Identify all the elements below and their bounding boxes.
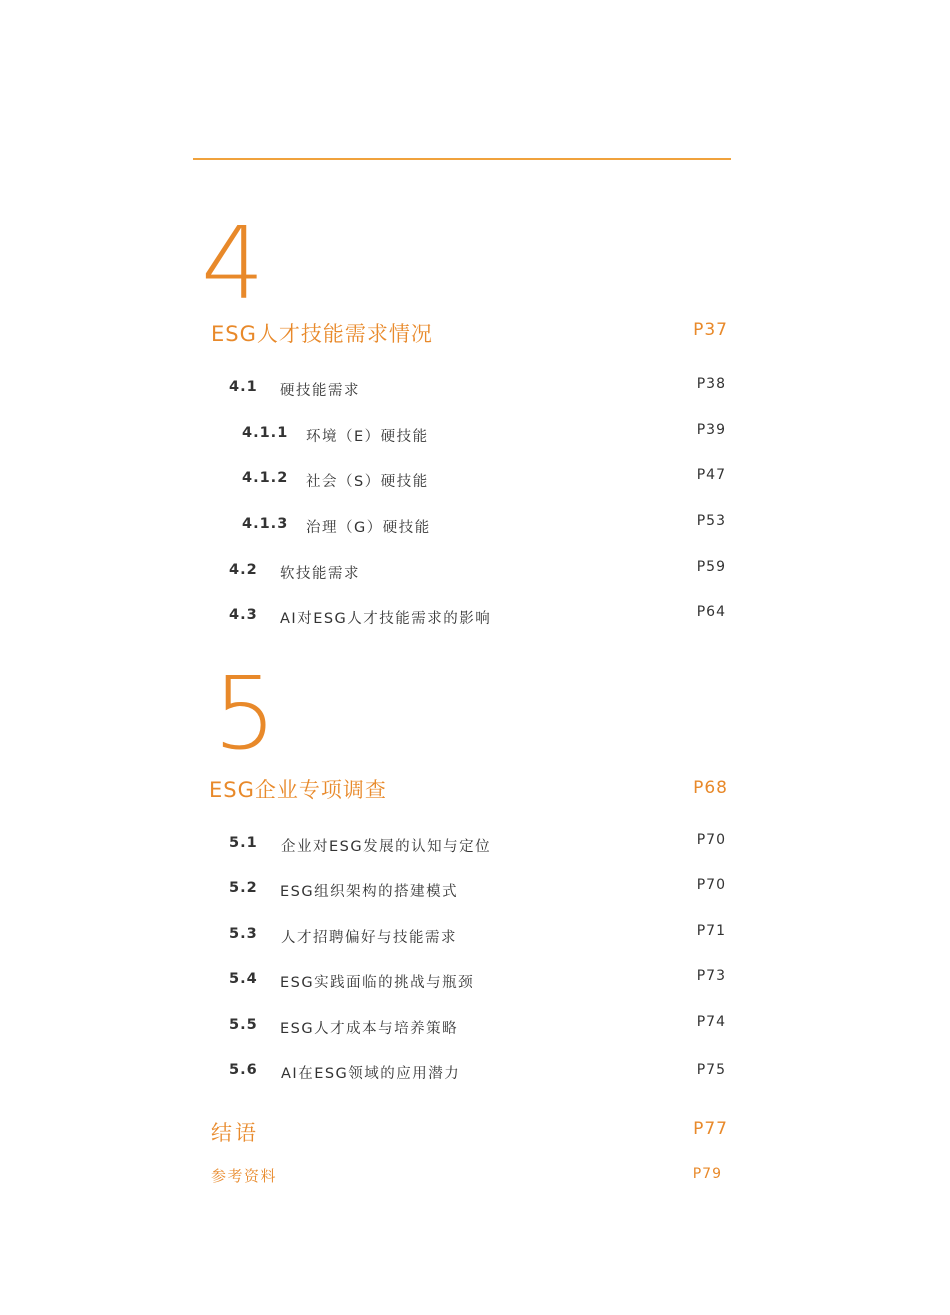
toc-row[interactable] bbox=[0, 513, 950, 540]
chapter-5-page: P68 bbox=[693, 778, 728, 798]
references-title[interactable]: 参考资料 bbox=[211, 1167, 278, 1185]
conclusion-page: P77 bbox=[693, 1119, 728, 1139]
toc-row-number: 5.5 bbox=[229, 1017, 258, 1033]
toc-row-title: 人才招聘偏好与技能需求 bbox=[281, 930, 457, 946]
chapter-5-number: 5 bbox=[213, 655, 277, 772]
toc-row-number: 5.1 bbox=[229, 835, 258, 851]
toc-row-number: 4.2 bbox=[229, 562, 258, 578]
toc-row-page: P71 bbox=[696, 923, 726, 939]
toc-row[interactable] bbox=[0, 422, 950, 449]
toc-row-title: AI对ESG人才技能需求的影响 bbox=[280, 611, 492, 627]
toc-row-page: P75 bbox=[696, 1062, 726, 1078]
conclusion-title[interactable]: 结语 bbox=[211, 1121, 259, 1145]
toc-row-number: 5.3 bbox=[229, 926, 258, 942]
toc-row-number: 4.1.2 bbox=[242, 470, 289, 486]
toc-row-title: 社会（S）硬技能 bbox=[306, 474, 429, 490]
toc-row-page: P70 bbox=[696, 832, 726, 848]
toc-row-title: 环境（E）硬技能 bbox=[306, 429, 429, 445]
toc-row[interactable] bbox=[0, 877, 950, 904]
toc-row-number: 4.1.3 bbox=[242, 516, 289, 532]
references-page: P79 bbox=[692, 1166, 722, 1182]
toc-row-page: P70 bbox=[696, 877, 726, 893]
toc-row-title: 硬技能需求 bbox=[280, 383, 360, 399]
toc-row-page: P74 bbox=[696, 1014, 726, 1030]
toc-row-page: P64 bbox=[696, 604, 726, 620]
toc-row-title: 企业对ESG发展的认知与定位 bbox=[281, 839, 492, 855]
toc-row-number: 4.1 bbox=[229, 379, 258, 395]
chapter-4-number: 4 bbox=[201, 205, 265, 322]
toc-row-title: AI在ESG领域的应用潜力 bbox=[281, 1066, 461, 1082]
toc-row-title: ESG组织架构的搭建模式 bbox=[280, 884, 459, 900]
top-divider-rule bbox=[193, 158, 731, 160]
toc-row-page: P53 bbox=[696, 513, 726, 529]
toc-row-number: 5.6 bbox=[229, 1062, 258, 1078]
toc-row-page: P39 bbox=[696, 422, 726, 438]
toc-row-title: 治理（G）硬技能 bbox=[306, 520, 431, 536]
toc-row[interactable] bbox=[0, 968, 950, 995]
toc-row[interactable] bbox=[0, 376, 950, 403]
chapter-4-title[interactable]: ESG人才技能需求情况 bbox=[211, 322, 433, 346]
toc-row-number: 4.3 bbox=[229, 607, 258, 623]
toc-row-title: ESG人才成本与培养策略 bbox=[280, 1021, 459, 1037]
toc-row-page: P38 bbox=[696, 376, 726, 392]
toc-row[interactable] bbox=[0, 1014, 950, 1041]
chapter-5-title[interactable]: ESG企业专项调查 bbox=[209, 778, 387, 802]
toc-row[interactable] bbox=[0, 467, 950, 494]
toc-row[interactable] bbox=[0, 923, 950, 950]
toc-row-page: P47 bbox=[696, 467, 726, 483]
toc-row-page: P73 bbox=[696, 968, 726, 984]
toc-row-title: ESG实践面临的挑战与瓶颈 bbox=[280, 975, 475, 991]
toc-row-number: 5.2 bbox=[229, 880, 258, 896]
chapter-4-page: P37 bbox=[693, 320, 728, 340]
toc-row-page: P59 bbox=[696, 559, 726, 575]
toc-row[interactable] bbox=[0, 832, 950, 859]
toc-row[interactable] bbox=[0, 559, 950, 586]
toc-row[interactable] bbox=[0, 604, 950, 631]
toc-row-number: 4.1.1 bbox=[242, 425, 289, 441]
toc-row-number: 5.4 bbox=[229, 971, 258, 987]
toc-row[interactable] bbox=[0, 1062, 950, 1086]
toc-row-title: 软技能需求 bbox=[280, 566, 360, 582]
